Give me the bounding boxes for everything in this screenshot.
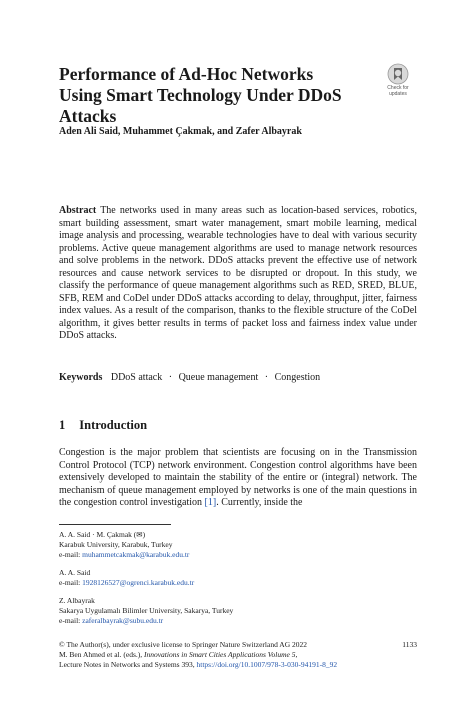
paper-title: Performance of Ad-Hoc Networks Using Smart Technology Under DDoS Attacks <box>59 64 342 126</box>
keyword-separator: · <box>264 372 269 383</box>
series-line <box>59 660 417 670</box>
email-link[interactable]: muhammetcakmak@karabuk.edu.tr <box>82 550 190 559</box>
citation-link[interactable]: [1] <box>204 497 217 508</box>
keyword-item: Congestion <box>274 372 321 383</box>
affiliation-email-line <box>59 550 417 560</box>
book-title: Innovations in Smart Cities Applications Volume 5 <box>143 650 296 659</box>
affiliation-org: Sakarya Uygulamalı Bilimler University, Sakarya, Turkey <box>59 606 234 615</box>
keywords <box>59 372 320 383</box>
abstract-text: The networks used in many areas such as location-based services, robotics, smart building assessment, smart water management, smart mobile learning, medical image analysis and processing, wearable technologies have to deal with various security problems. Active queue management algorithms are used to manage network resources and solve problems in the network. DDoS attacks prevent the effective use of network resources and cause network services to be disrupted or dropout. In this study, we classify the performance of queue management algorithms such as RED, SRED, BLUE, SFB, REM and CoDel under DDoS attacks according to delay, throughput, jitter, fairness index values. As a result of the comparison, thanks to the flexible structure of the CoDel algorithm, it gives better results in terms of packet loss and fairness index value under DDoS attacks. <box>59 205 418 341</box>
email-label: e-mail: <box>59 578 81 587</box>
section-title: Introduction <box>79 418 148 432</box>
email-link[interactable]: zaferalbayrak@subu.edu.tr <box>82 616 164 625</box>
intro-text-end: . Currently, inside the <box>216 497 303 508</box>
section-heading <box>59 418 147 433</box>
affiliations <box>59 530 417 634</box>
keyword-separator: · <box>168 372 173 383</box>
affiliation-email-line <box>59 578 417 588</box>
publication-footer <box>59 640 417 670</box>
affiliation-block <box>59 568 417 588</box>
doi-link[interactable]: https://doi.org/10.1007/978-3-030-94191-8_92 <box>196 660 338 669</box>
section-number: 1 <box>59 418 66 432</box>
keyword-item: DDoS attack <box>110 372 163 383</box>
series-prefix: Lecture Notes in Networks and Systems 393, <box>59 660 197 669</box>
affiliation-names: A. A. Said <box>59 568 91 577</box>
author-list: Aden Ali Said, Muhammet Çakmak, and Zafer Albayrak <box>59 126 302 137</box>
email-label: e-mail: <box>59 616 81 625</box>
check-updates-icon <box>387 63 409 85</box>
abstract-label: Abstract <box>59 205 97 216</box>
keyword-item: Queue management <box>178 372 259 383</box>
editors-suffix: , <box>295 650 298 659</box>
email-link[interactable]: 1928126527@ogrenci.karabuk.edu.tr <box>82 578 195 587</box>
intro-paragraph <box>59 447 417 510</box>
editors-line <box>59 650 417 660</box>
email-label: e-mail: <box>59 550 81 559</box>
affiliation-names: Z. Albayrak <box>59 596 95 605</box>
check-updates-label: Check for updates <box>387 85 409 97</box>
copyright-line: © The Author(s), under exclusive license to Springer Nature Switzerland AG 2022 <box>59 640 308 649</box>
affiliation-block <box>59 596 417 626</box>
check-for-updates-badge[interactable] <box>379 63 417 101</box>
affiliation-names: A. A. Said · M. Çakmak (✉) <box>59 530 146 539</box>
page-number: 1133 <box>402 640 417 649</box>
abstract <box>59 205 417 343</box>
footnote-divider <box>59 524 171 525</box>
keywords-label: Keywords <box>59 372 103 383</box>
affiliation-email-line <box>59 616 417 626</box>
affiliation-org: Karabuk University, Karabuk, Turkey <box>59 540 173 549</box>
intro-text: Congestion is the major problem that scientists are focusing on in the Transmission Control Protocol (TCP) network environment. Congestion control algorithms have been extensively developed to maintain the stability of the entire or (integral) network. The mechanism of queue management employed by networks is one of the main questions in the congestion control investigation <box>59 447 417 508</box>
affiliation-block <box>59 530 417 560</box>
editors-prefix: M. Ben Ahmed et al. (eds.), <box>59 650 144 659</box>
